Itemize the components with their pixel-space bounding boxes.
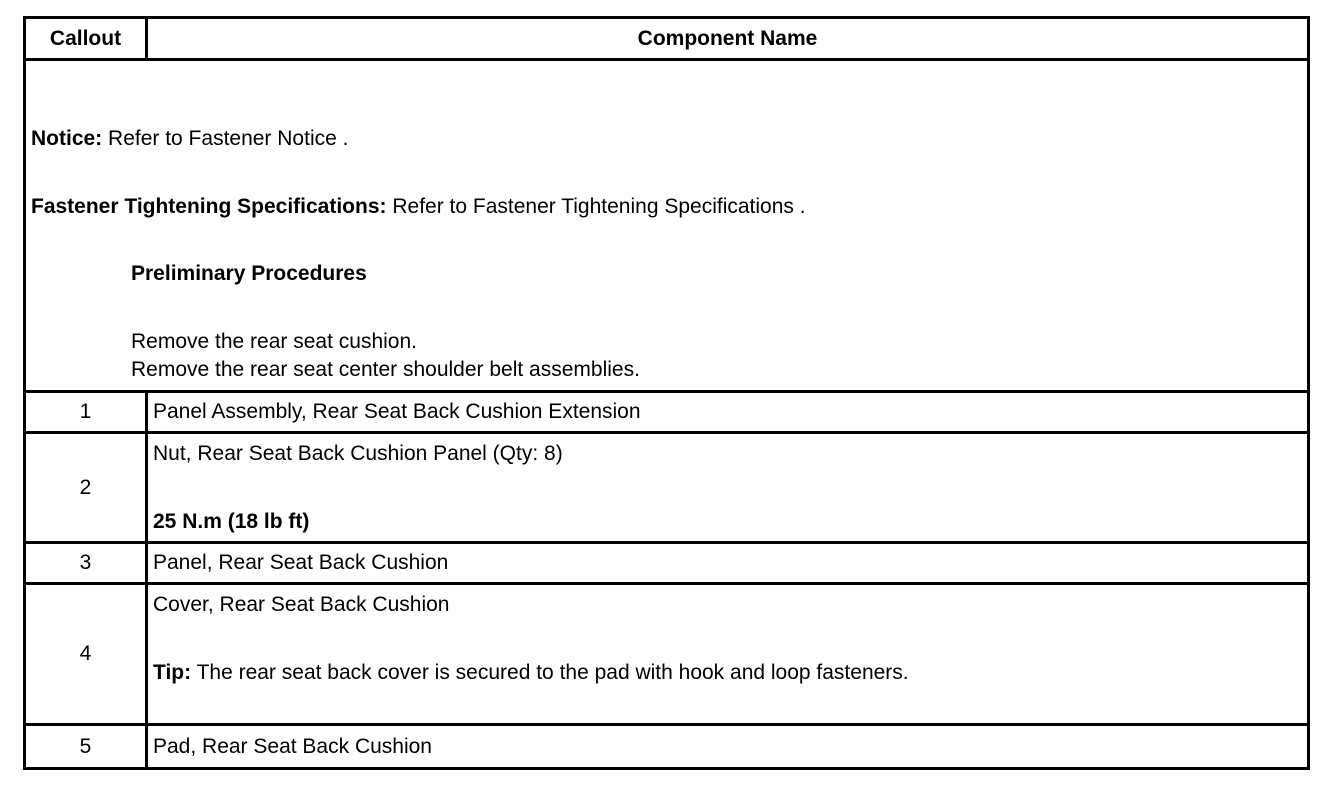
row-callout: 1 bbox=[26, 393, 148, 431]
notice-label: Notice: bbox=[31, 127, 103, 150]
row-callout: 4 bbox=[26, 585, 148, 723]
row-callout: 3 bbox=[26, 544, 148, 582]
notice-line bbox=[31, 127, 348, 151]
row-component-name: Panel Assembly, Rear Seat Back Cushion Extension bbox=[153, 400, 641, 423]
notice-text: Refer to Fastener Notice . bbox=[102, 127, 349, 150]
intro-row bbox=[26, 61, 1307, 393]
fastener-spec-label: Fastener Tightening Specifications: bbox=[31, 195, 387, 218]
header-component-name: Component Name bbox=[637, 26, 818, 50]
table-row bbox=[26, 585, 1307, 726]
header-callout: Callout bbox=[26, 19, 148, 58]
tip-text: The rear seat back cover is secured to the pad with hook and loop fasteners. bbox=[191, 661, 909, 684]
fastener-spec-text: Refer to Fastener Tightening Specifications . bbox=[386, 195, 806, 218]
preliminary-step: Remove the rear seat cushion. bbox=[131, 330, 417, 353]
row-component-name: Cover, Rear Seat Back Cushion bbox=[153, 593, 450, 616]
preliminary-step: Remove the rear seat center shoulder belt assemblies. bbox=[131, 358, 640, 381]
table-row bbox=[26, 726, 1307, 767]
table-row bbox=[26, 544, 1307, 585]
row-callout: 5 bbox=[26, 726, 148, 767]
torque-spec: 25 N.m (18 lb ft) bbox=[153, 510, 310, 533]
tip-label: Tip: bbox=[153, 661, 192, 684]
row-callout: 2 bbox=[26, 434, 148, 541]
table-row bbox=[26, 393, 1307, 434]
table-row bbox=[26, 434, 1307, 544]
tip-line bbox=[153, 661, 909, 685]
fastener-spec-line bbox=[31, 195, 806, 219]
row-component-name: Panel, Rear Seat Back Cushion bbox=[153, 551, 449, 574]
table-header-row bbox=[26, 19, 1307, 61]
preliminary-procedures-title: Preliminary Procedures bbox=[131, 262, 367, 285]
component-table bbox=[23, 16, 1310, 770]
row-component-name: Pad, Rear Seat Back Cushion bbox=[153, 734, 432, 758]
row-component-name: Nut, Rear Seat Back Cushion Panel (Qty: 8) bbox=[153, 442, 563, 465]
